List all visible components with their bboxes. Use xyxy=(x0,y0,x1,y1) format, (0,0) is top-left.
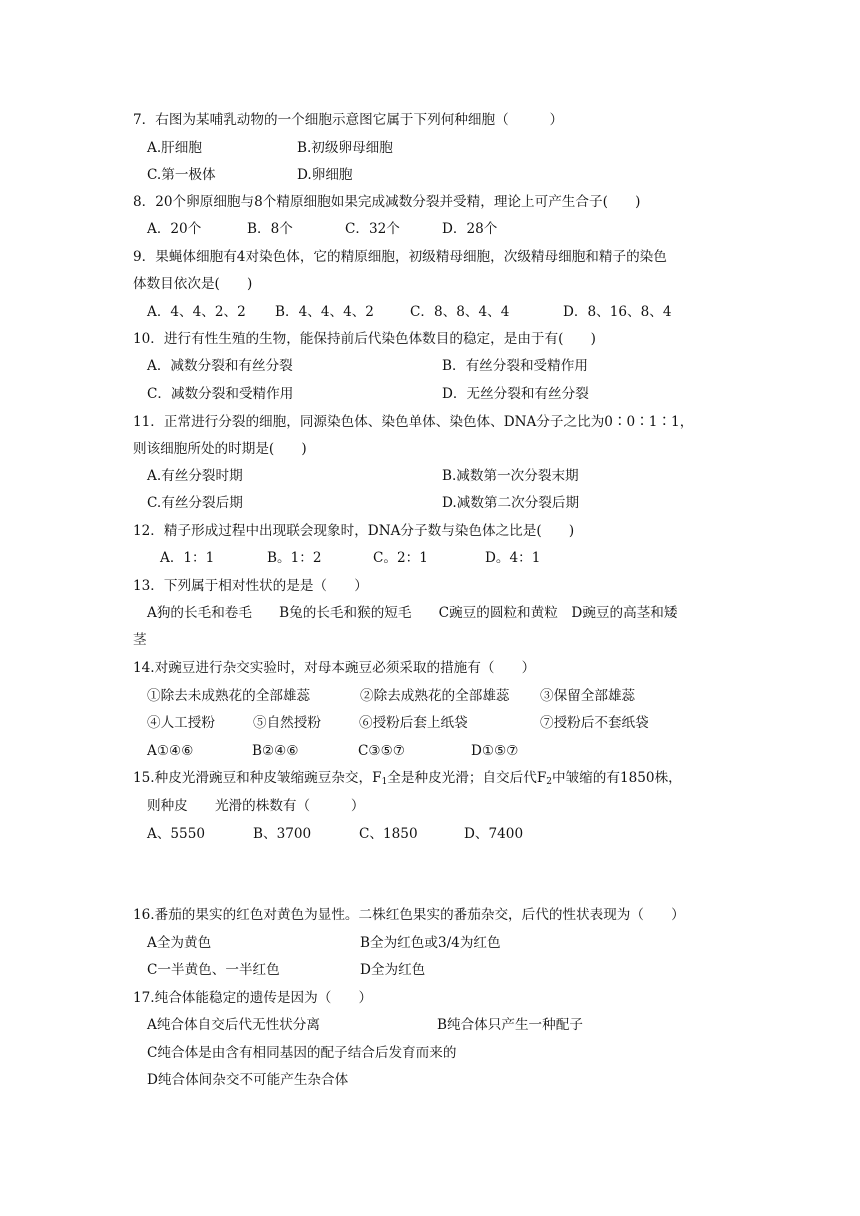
subscript-2: 2 xyxy=(546,777,552,787)
option-c: C．8、8、4、4 xyxy=(410,304,510,320)
option-c: C一半黄色、一半红色 xyxy=(147,962,280,978)
question-stem-continued: 体数目依次是( ) xyxy=(133,276,253,292)
subscript-1: 1 xyxy=(381,777,388,787)
question-stem: 7．右图为某哺乳动物的一个细胞示意图它属于下列何种细胞（ ） xyxy=(133,112,564,128)
option-b: B.减数第一次分裂末期 xyxy=(442,468,579,484)
option-c: C.有丝分裂后期 xyxy=(147,495,243,511)
option-b: B．8个 xyxy=(247,221,293,237)
option-d: D.减数第二次分裂后期 xyxy=(442,495,580,511)
item-7: ⑦授粉后不套纸袋 xyxy=(540,715,649,731)
option-a: A．4、4、2、2 xyxy=(147,304,246,320)
option-b: B全为红色或3/4为红色 xyxy=(360,935,501,951)
option-b: B纯合体只产生一种配子 xyxy=(437,1017,583,1033)
options-line-wrap: 茎 xyxy=(133,632,147,648)
option-b: B。1：2 xyxy=(267,550,322,566)
item-4: ④人工授粉 xyxy=(147,715,215,731)
item-3: ③保留全部雄蕊 xyxy=(540,688,636,704)
question-stem-continued: 则种皮 光滑的株数有（ ） xyxy=(147,798,365,814)
question-stem: 17.纯合体能稳定的遗传是因为（ ） xyxy=(133,990,373,1006)
question-stem: 13．下列属于相对性状的是是（ ） xyxy=(133,578,368,594)
option-c: C.第一极体 xyxy=(147,167,216,183)
stem-part-2: 全是种皮光滑；自交后代F xyxy=(387,770,547,786)
option-a: A.肝细胞 xyxy=(147,140,202,156)
question-stem: 9．果蝇体细胞有4对染色体，它的精原细胞，初级精母细胞，次级精母细胞和精子的染色 xyxy=(133,249,667,265)
option-b: B．4、4、4、2 xyxy=(275,304,374,320)
item-1: ①除去未成熟花的全部雄蕊 xyxy=(147,688,311,704)
question-stem xyxy=(133,769,682,787)
item-2: ②除去成熟花的全部雄蕊 xyxy=(360,688,510,704)
question-stem: 16.番茄的果实的红色对黄色为显性。二株红色果实的番茄杂交，后代的性状表现为（ ） xyxy=(133,907,685,923)
item-5: ⑤自然授粉 xyxy=(253,715,321,731)
option-a: A.有丝分裂时期 xyxy=(147,468,243,484)
option-a: A①④⑥ xyxy=(147,743,194,759)
option-b: B、3700 xyxy=(253,826,312,842)
option-d: D．无丝分裂和有丝分裂 xyxy=(442,386,589,402)
option-d: D全为红色 xyxy=(360,962,426,978)
stem-part-3: 中皱缩的有1850株， xyxy=(552,770,682,786)
option-b: B.初级卵母细胞 xyxy=(297,140,393,156)
option-a: A全为黄色 xyxy=(147,935,212,951)
question-stem: 11．正常进行分裂的细胞，同源染色体、染色单体、染色体、DNA分子之比为0∶0∶1∶1， xyxy=(133,414,694,430)
option-d: D。4：1 xyxy=(485,550,541,566)
option-a: A．1：1 xyxy=(160,550,215,566)
question-stem: 14.对豌豆进行杂交实验时，对母本豌豆必须采取的措施有（ ） xyxy=(133,660,536,676)
question-stem: 12．精子形成过程中出现联会现象时，DNA分子数与染色体之比是( ) xyxy=(133,523,575,539)
question-stem: 8．20个卵原细胞与8个精原细胞如果完成减数分裂并受精，理论上可产生合子( ) xyxy=(133,194,641,210)
option-c: C．减数分裂和受精作用 xyxy=(147,386,294,402)
option-b: B②④⑥ xyxy=(252,743,299,759)
option-b: B．有丝分裂和受精作用 xyxy=(442,358,588,374)
option-d: D．28个 xyxy=(442,221,498,237)
option-a: A．20个 xyxy=(147,221,202,237)
option-d: D①⑤⑦ xyxy=(471,743,519,759)
option-c: C③⑤⑦ xyxy=(358,743,405,759)
options-line: A狗的长毛和卷毛 B兔的长毛和猴的短毛 C豌豆的圆粒和黄粒 D豌豆的高茎和矮 xyxy=(147,605,678,621)
option-d: D、7400 xyxy=(464,826,524,842)
stem-part-1: 15.种皮光滑豌豆和种皮皱缩豌豆杂交，F xyxy=(133,770,382,786)
option-d: D纯合体间杂交不可能产生杂合体 xyxy=(147,1072,349,1088)
option-c: C．32个 xyxy=(345,221,400,237)
option-a: A、5550 xyxy=(147,826,206,842)
option-d: D.卵细胞 xyxy=(297,167,353,183)
item-6: ⑥授粉后套上纸袋 xyxy=(359,715,468,731)
option-a: A．减数分裂和有丝分裂 xyxy=(147,358,293,374)
option-c: C、1850 xyxy=(359,826,418,842)
option-a: A纯合体自交后代无性状分离 xyxy=(147,1017,320,1033)
option-d: D．8、16、8、4 xyxy=(563,304,672,320)
question-stem: 10．进行有性生殖的生物，能保持前后代染色体数目的稳定，是由于有( ) xyxy=(133,331,596,347)
option-c: C。2：1 xyxy=(373,550,428,566)
option-c: C纯合体是由含有相同基因的配子结合后发育而来的 xyxy=(147,1045,457,1061)
question-stem-continued: 则该细胞所处的时期是( ) xyxy=(133,441,307,457)
